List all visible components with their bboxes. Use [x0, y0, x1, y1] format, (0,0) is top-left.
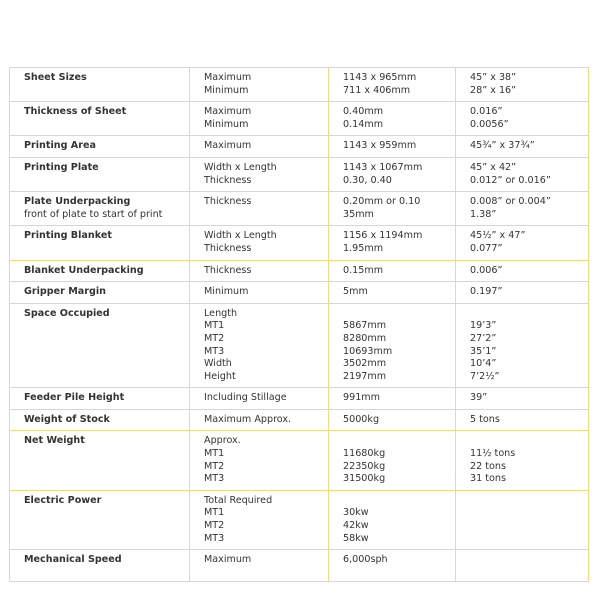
spec-metric-cell	[329, 136, 456, 158]
spec-imperial-cell	[456, 192, 589, 226]
spec-label: Space Occupied	[24, 307, 110, 319]
spec-label-cell	[10, 409, 190, 431]
table-row	[10, 192, 589, 226]
spec-imperial-value: 45” x 42”	[470, 161, 517, 173]
table-row	[10, 68, 589, 102]
spec-label-cell	[10, 282, 190, 304]
spec-imperial-value: 0.012” or 0.016”	[470, 174, 551, 186]
table-row	[10, 260, 589, 282]
spec-condition-cell	[190, 102, 329, 136]
spec-condition: Width	[204, 358, 232, 370]
spec-condition-cell	[190, 409, 329, 431]
table-row	[10, 282, 589, 304]
spec-metric-value	[343, 435, 455, 448]
spec-metric-cell	[329, 303, 456, 388]
spec-condition: MT3	[204, 532, 225, 544]
spec-label-cell	[10, 490, 190, 549]
spec-imperial-cell	[456, 431, 589, 490]
spec-label: Plate Underpacking	[24, 196, 131, 208]
table-row	[10, 388, 589, 410]
spec-metric-value: 1156 x 1194mm	[343, 230, 423, 242]
spec-metric-value	[343, 495, 455, 508]
spec-label-cell	[10, 68, 190, 102]
spec-label: Weight of Stock	[24, 413, 110, 425]
spec-label-cell	[10, 192, 190, 226]
spec-condition: MT2	[204, 332, 225, 344]
spec-imperial-value: 0.0056”	[470, 118, 509, 130]
spec-imperial-value: 31 tons	[470, 473, 506, 485]
spec-label-cell	[10, 388, 190, 410]
spec-condition: MT3	[204, 473, 225, 485]
spec-imperial-value: 45¾” x 37¾”	[470, 140, 535, 152]
spec-metric-value: 0.14mm	[343, 118, 384, 130]
spec-condition-cell	[190, 192, 329, 226]
spec-condition-cell	[190, 68, 329, 102]
table-row	[10, 226, 589, 260]
spec-imperial-value: 10’4”	[470, 358, 497, 370]
spec-metric-cell	[329, 226, 456, 260]
spec-condition: Maximum	[204, 554, 252, 566]
spec-condition: Width x Length	[204, 161, 277, 173]
spec-metric-cell	[329, 490, 456, 549]
spec-metric-value: 22350kg	[343, 460, 386, 472]
spec-metric-value: 30kw	[343, 507, 369, 519]
spec-condition: Width x Length	[204, 230, 277, 242]
spec-imperial-value	[470, 435, 588, 448]
spec-condition: Maximum	[204, 140, 252, 152]
spec-condition-cell	[190, 226, 329, 260]
spec-condition-cell	[190, 550, 329, 582]
table-row	[10, 490, 589, 549]
spec-metric-value: 42kw	[343, 520, 369, 532]
spec-imperial-cell	[456, 68, 589, 102]
spec-metric-cell	[329, 260, 456, 282]
spec-imperial-value: 11½ tons	[470, 448, 516, 460]
spec-imperial-value: 0.006”	[470, 264, 503, 276]
spec-label-cell	[10, 550, 190, 582]
spec-imperial-value: 1.38”	[470, 208, 497, 220]
spec-metric-value	[343, 308, 455, 321]
spec-condition-cell	[190, 260, 329, 282]
spec-imperial-value: 0.197”	[470, 286, 503, 298]
spec-condition: MT2	[204, 520, 225, 532]
spec-imperial-value: 39”	[470, 392, 488, 404]
spec-condition: Approx.	[204, 435, 241, 447]
spec-label-cell	[10, 102, 190, 136]
spec-imperial-cell	[456, 409, 589, 431]
spec-condition-cell	[190, 388, 329, 410]
spec-condition: Maximum	[204, 106, 252, 118]
table-row	[10, 136, 589, 158]
spec-label-cell	[10, 157, 190, 191]
spec-imperial-value: 7’2½”	[470, 370, 500, 382]
spec-imperial-value: 45½” x 47”	[470, 230, 526, 242]
spec-condition: Minimum	[204, 84, 249, 96]
spec-imperial-cell	[456, 388, 589, 410]
table-row	[10, 409, 589, 431]
spec-label: Mechanical Speed	[24, 554, 122, 566]
spec-condition: MT2	[204, 460, 225, 472]
spec-condition: MT1	[204, 507, 225, 519]
spec-imperial-value	[470, 308, 588, 321]
spec-imperial-cell	[456, 102, 589, 136]
spec-condition: Including Stillage	[204, 392, 287, 404]
spec-condition: Maximum	[204, 72, 252, 83]
spec-metric-value: 5mm	[343, 286, 368, 298]
spec-metric-value: 8280mm	[343, 332, 387, 344]
spec-label: Blanket Underpacking	[24, 264, 144, 276]
spec-metric-cell	[329, 102, 456, 136]
spec-metric-value: 711 x 406mm	[343, 84, 411, 96]
spec-label-cell	[10, 226, 190, 260]
spec-imperial-value: 28” x 16”	[470, 84, 517, 96]
spec-metric-cell	[329, 388, 456, 410]
spec-sublabel: front of plate to start of print	[24, 208, 163, 220]
spec-condition: Minimum	[204, 118, 249, 130]
spec-condition-cell	[190, 157, 329, 191]
spec-label: Net Weight	[24, 435, 85, 447]
spec-condition: Maximum Approx.	[204, 413, 292, 425]
spec-label: Printing Area	[24, 140, 96, 152]
spec-metric-value: 58kw	[343, 532, 369, 544]
specifications-table-body	[10, 68, 589, 582]
spec-imperial-cell	[456, 226, 589, 260]
spec-metric-value: 2197mm	[343, 370, 387, 382]
spec-imperial-value: 35’1”	[470, 345, 497, 357]
spec-imperial-cell	[456, 157, 589, 191]
spec-metric-value: 1.95mm	[343, 242, 384, 254]
spec-imperial-cell	[456, 260, 589, 282]
spec-condition: Height	[204, 370, 236, 382]
spec-condition: Thickness	[204, 196, 252, 208]
spec-label: Feeder Pile Height	[24, 392, 125, 404]
spec-condition: MT3	[204, 345, 225, 357]
spec-metric-value: 991mm	[343, 392, 381, 404]
spec-metric-value: 10693mm	[343, 345, 393, 357]
spec-imperial-value: 0.008” or 0.004”	[470, 196, 551, 208]
spec-metric-value: 0.30, 0.40	[343, 174, 392, 186]
table-row	[10, 303, 589, 388]
spec-condition: Thickness	[204, 264, 252, 276]
spec-imperial-value	[470, 554, 588, 567]
spec-metric-value: 0.20mm or 0.10	[343, 196, 421, 208]
spec-condition: Thickness	[204, 174, 252, 186]
spec-metric-value: 35mm	[343, 208, 374, 220]
specifications-table	[9, 67, 589, 582]
spec-metric-cell	[329, 192, 456, 226]
table-row	[10, 102, 589, 136]
spec-metric-cell	[329, 68, 456, 102]
spec-condition: MT1	[204, 448, 225, 460]
spec-metric-value: 1143 x 965mm	[343, 72, 417, 83]
table-row	[10, 550, 589, 582]
spec-condition-cell	[190, 431, 329, 490]
spec-metric-cell	[329, 409, 456, 431]
spec-condition: Minimum	[204, 286, 249, 298]
spec-imperial-value: 5 tons	[470, 413, 500, 425]
spec-imperial-cell	[456, 136, 589, 158]
spec-label-cell	[10, 431, 190, 490]
spec-metric-value: 1143 x 959mm	[343, 140, 417, 152]
spec-metric-value: 0.40mm	[343, 106, 384, 118]
spec-label-cell	[10, 136, 190, 158]
spec-condition-cell	[190, 303, 329, 388]
spec-label: Thickness of Sheet	[24, 106, 127, 118]
spec-imperial-value	[470, 495, 588, 508]
table-row	[10, 431, 589, 490]
spec-metric-cell	[329, 550, 456, 582]
spec-imperial-value: 22 tons	[470, 460, 506, 472]
spec-metric-value: 3502mm	[343, 358, 387, 370]
spec-metric-value: 6,000sph	[343, 554, 388, 566]
spec-condition: MT1	[204, 320, 225, 332]
spec-imperial-cell	[456, 303, 589, 388]
spec-condition-cell	[190, 136, 329, 158]
spec-condition-cell	[190, 282, 329, 304]
spec-metric-value: 1143 x 1067mm	[343, 161, 423, 173]
spec-label: Printing Blanket	[24, 230, 112, 242]
spec-label-cell	[10, 260, 190, 282]
spec-condition: Total Required	[204, 494, 273, 506]
spec-metric-cell	[329, 431, 456, 490]
spec-imperial-value	[470, 520, 588, 533]
table-row	[10, 157, 589, 191]
spec-label: Electric Power	[24, 494, 102, 506]
spec-metric-value: 5867mm	[343, 320, 387, 332]
spec-label: Printing Plate	[24, 161, 99, 173]
spec-imperial-cell	[456, 490, 589, 549]
spec-metric-value: 0.15mm	[343, 264, 384, 276]
spec-imperial-value: 45” x 38”	[470, 72, 517, 83]
spec-label: Sheet Sizes	[24, 72, 87, 83]
spec-condition-cell	[190, 490, 329, 549]
spec-metric-value: 5000kg	[343, 413, 380, 425]
spec-metric-value: 11680kg	[343, 448, 386, 460]
spec-label-cell	[10, 303, 190, 388]
spec-imperial-value: 19’3”	[470, 320, 497, 332]
spec-imperial-value: 27’2”	[470, 332, 497, 344]
spec-imperial-value	[470, 533, 588, 546]
spec-condition: Length	[204, 307, 238, 319]
spec-label: Gripper Margin	[24, 286, 106, 298]
spec-imperial-value: 0.077”	[470, 242, 503, 254]
spec-imperial-cell	[456, 282, 589, 304]
spec-metric-value: 31500kg	[343, 473, 386, 485]
spec-imperial-cell	[456, 550, 589, 582]
spec-condition: Thickness	[204, 242, 252, 254]
spec-imperial-value	[470, 507, 588, 520]
spec-metric-cell	[329, 157, 456, 191]
spec-imperial-value: 0.016”	[470, 106, 503, 118]
spec-metric-cell	[329, 282, 456, 304]
